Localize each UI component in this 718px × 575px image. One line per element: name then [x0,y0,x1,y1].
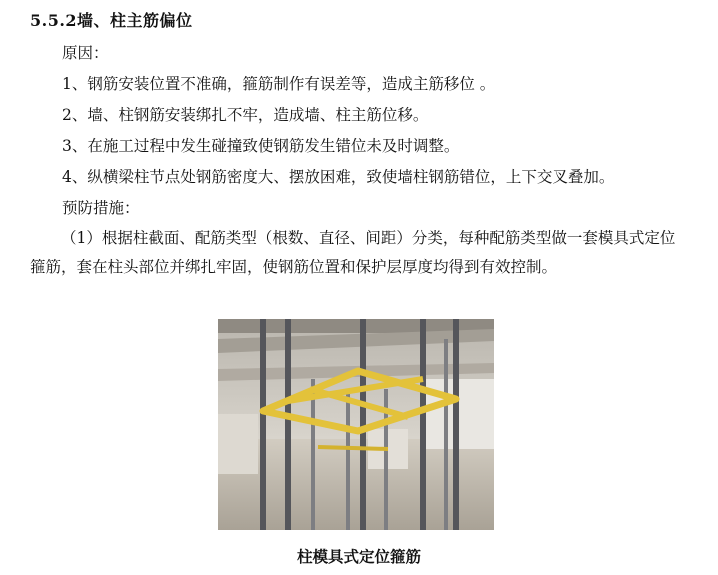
rebar-photo [218,319,494,530]
cause-item-3: 3、在施工过程中发生碰撞致使钢筋发生错位未及时调整。 [62,137,460,155]
cause-item-2: 2、墙、柱钢筋安装绑扎不牢，造成墙、柱主筋位移。 [62,106,429,124]
cause-item-1: 1、钢筋安装位置不准确，箍筋制作有误差等，造成主筋移位 。 [62,75,496,93]
prevention-measure-1: （1）根据柱截面、配筋类型（根数、直径、间距）分类，每种配筋类型做一套模具式定位箍筋，套在柱头部位并绑扎牢固，使钢筋位置和保护层厚度均得到有效控制。 [30,229,676,276]
figure-caption: 柱模具式定位箍筋 [296,547,421,566]
section-heading: 5.5.2墙、柱主筋偏位 [30,11,193,30]
cause-label: 原因： [62,44,109,62]
prevention-label: 预防措施： [62,199,140,217]
cause-item-4: 4、纵横梁柱节点处钢筋密度大、摆放困难，致使墙柱钢筋错位，上下交叉叠加。 [62,168,615,186]
